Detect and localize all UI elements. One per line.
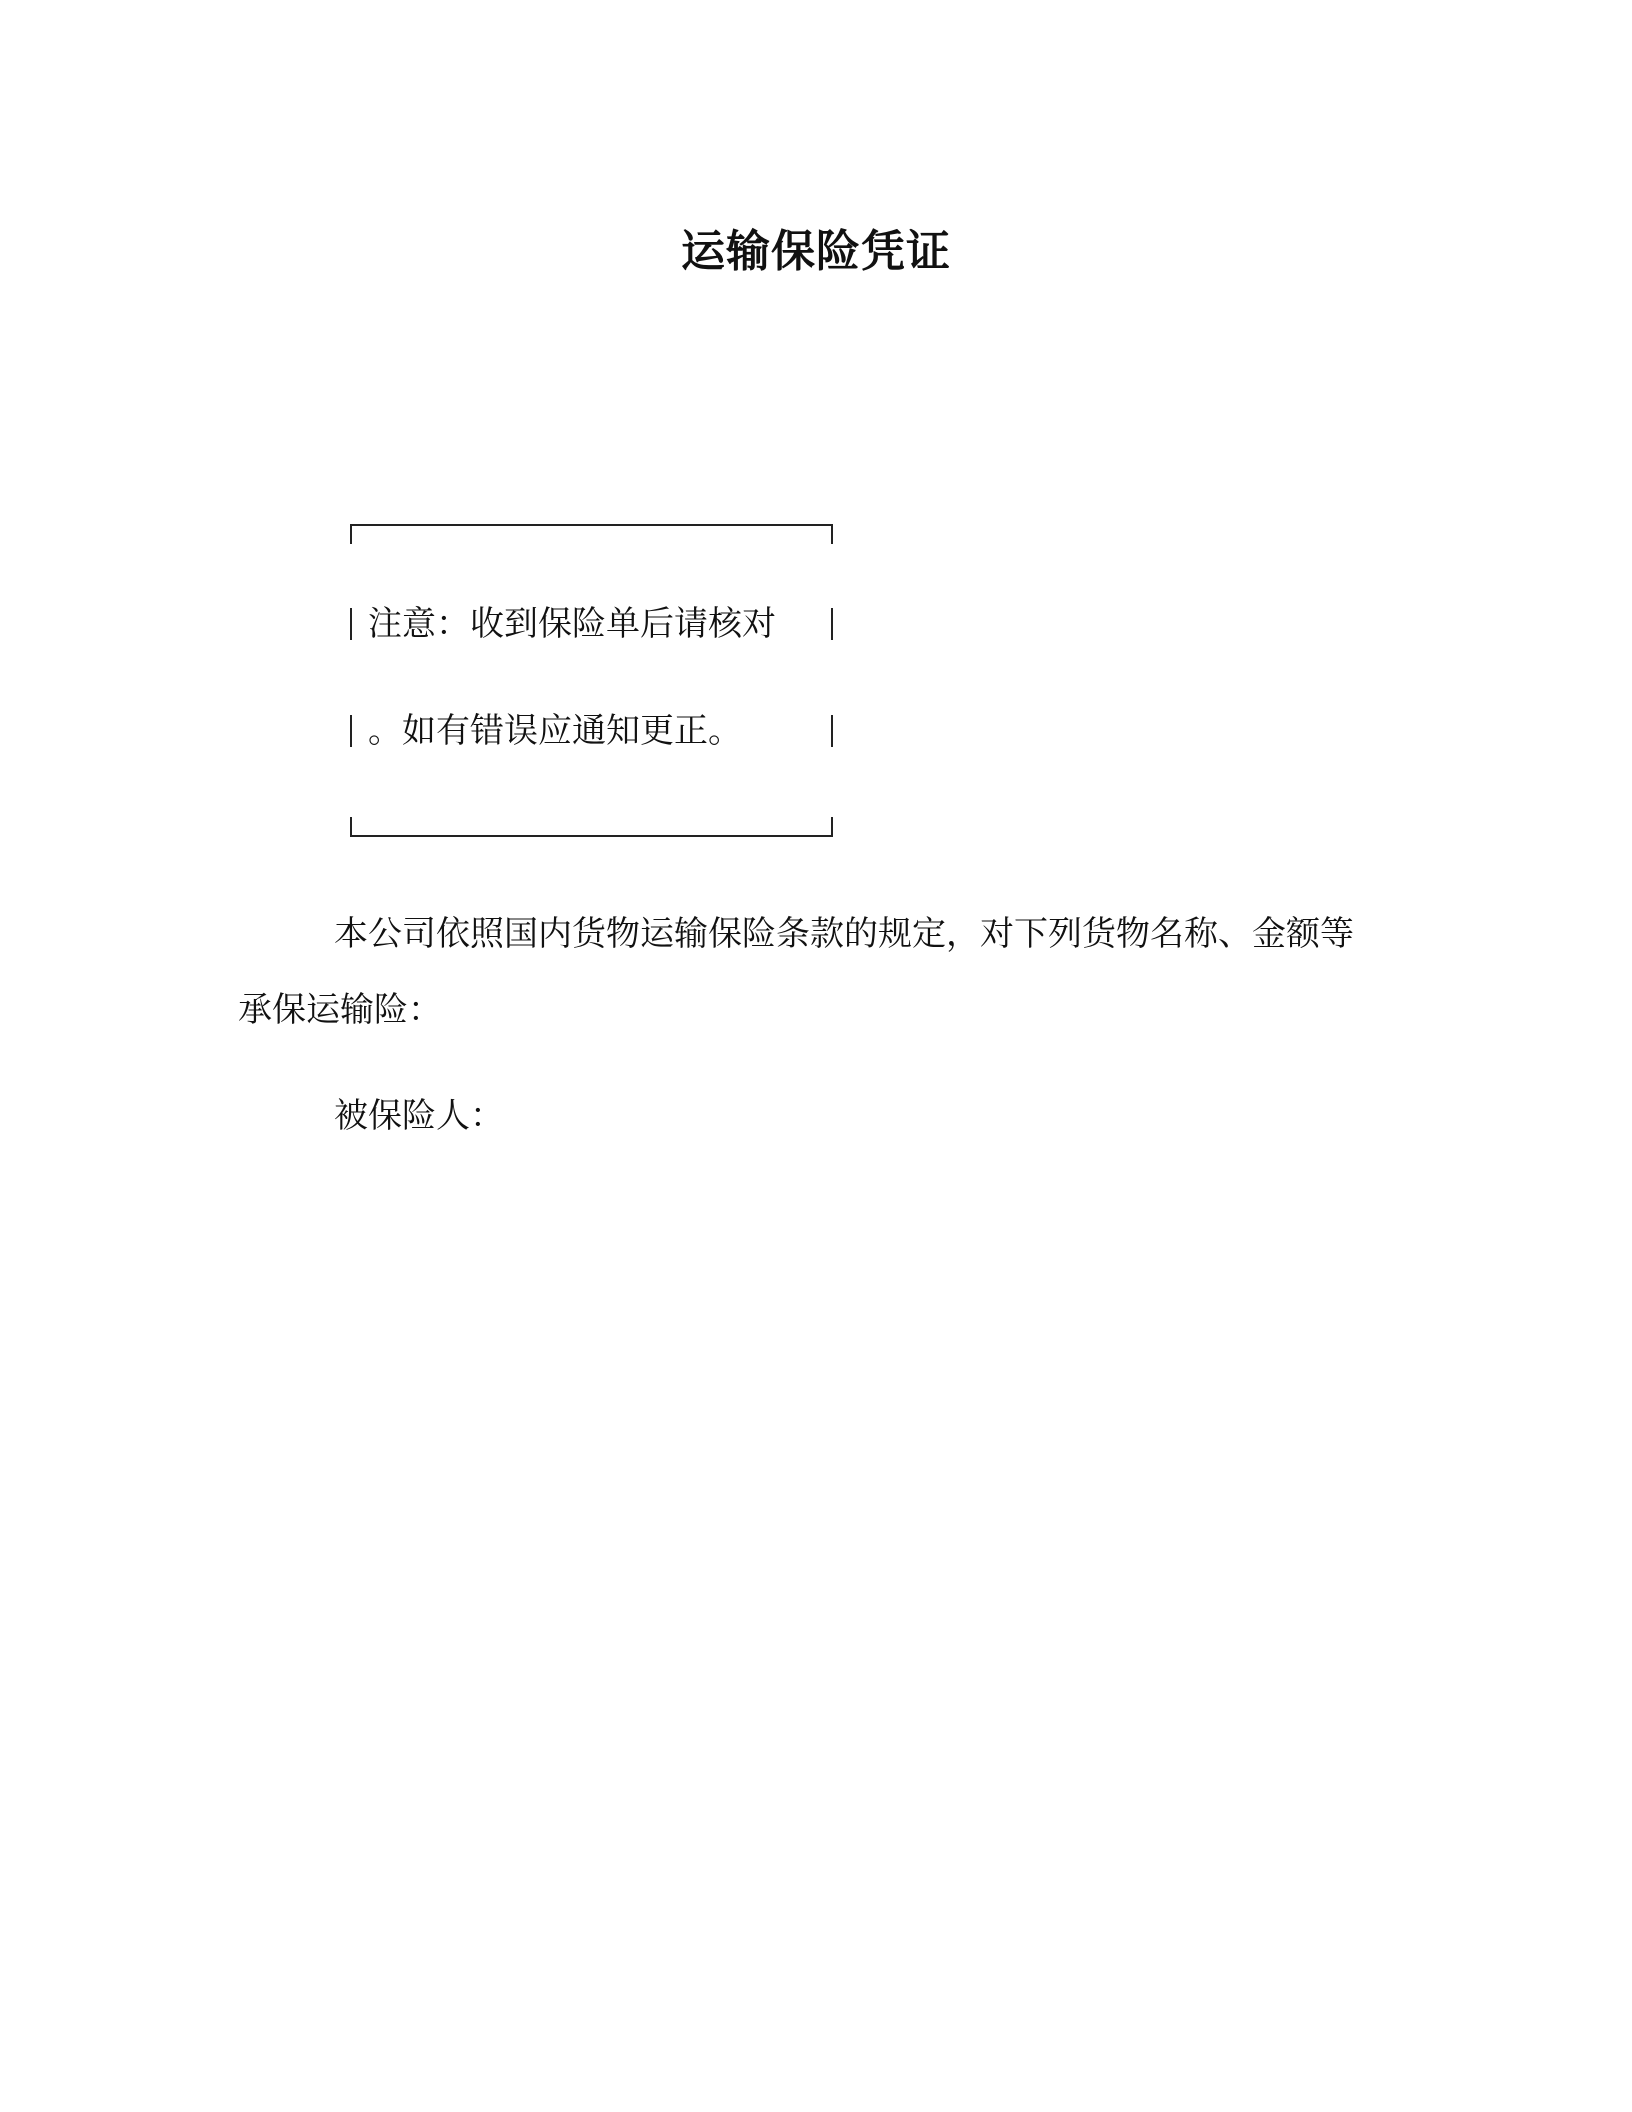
insured-label: 被保险人： xyxy=(334,1096,504,1136)
document-title: 运输保险凭证 xyxy=(681,226,951,277)
body-paragraph: 本公司依照国内货物运输保险条款的规定，对下列货物名称、金额等承保运输险： xyxy=(238,914,1354,1030)
notice-line-2 xyxy=(350,711,833,751)
notice-box-bottom-border xyxy=(350,817,833,837)
notice-line-1 xyxy=(350,604,833,644)
notice-box-top-border xyxy=(350,524,833,544)
notice-text-1: 注意：收到保险单后请核对 xyxy=(368,604,776,644)
notice-right-border xyxy=(831,715,833,747)
notice-right-border xyxy=(831,608,833,640)
notice-left-border xyxy=(350,608,352,640)
notice-box xyxy=(350,524,833,837)
notice-text-2: 。如有错误应通知更正。 xyxy=(368,711,742,751)
notice-left-border xyxy=(350,715,352,747)
